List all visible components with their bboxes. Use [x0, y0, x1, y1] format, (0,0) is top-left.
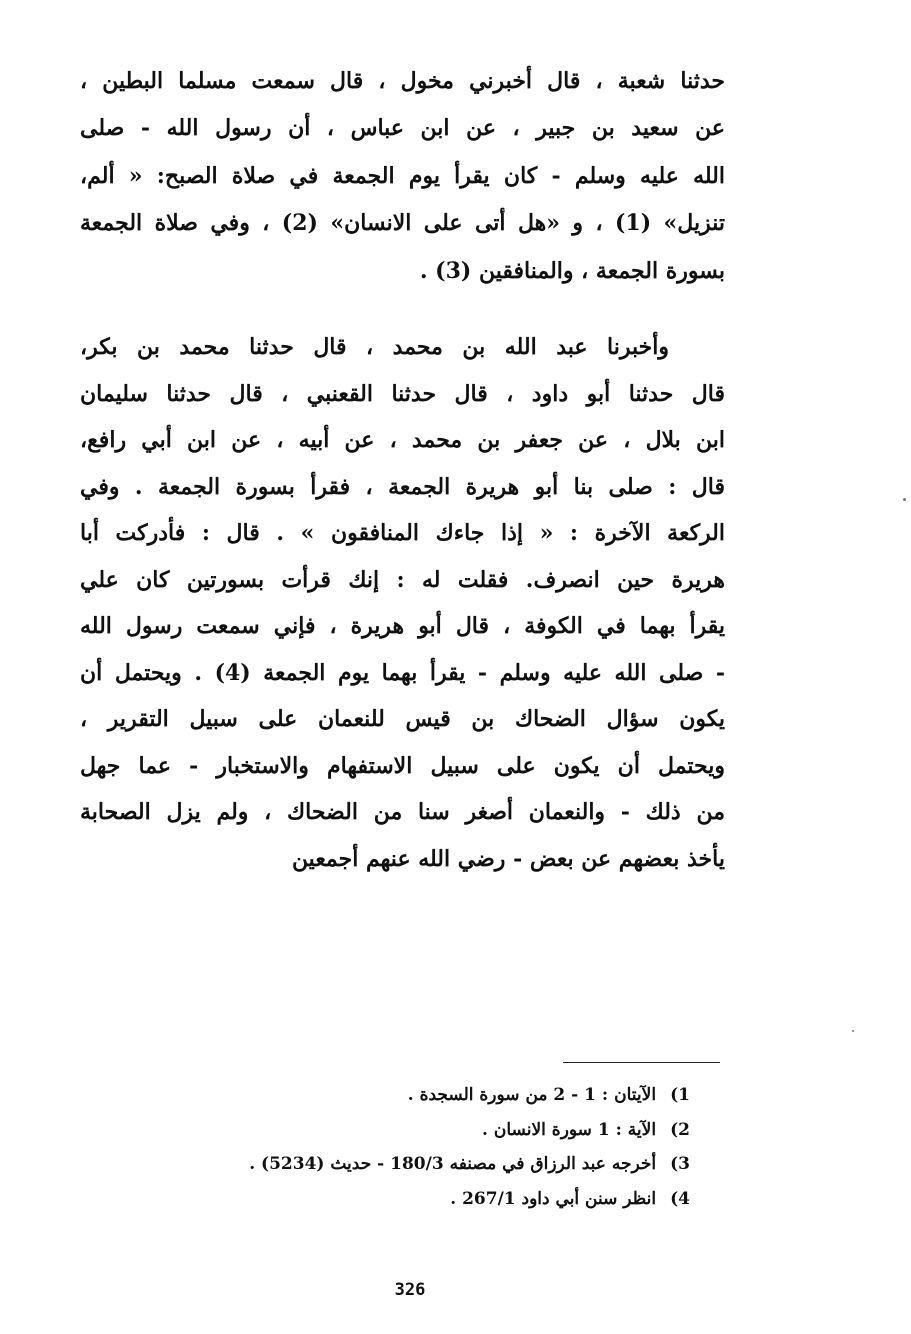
- footnote-number: 4): [670, 1188, 690, 1209]
- footnote-text: الآية : 1 سورة الانسان .: [482, 1119, 657, 1140]
- text-line: قال : صلى بنا أبو هريرة الجمعة ، فقرأ بسورة الجمعة . وفي: [80, 473, 725, 500]
- footnote-4: [150, 1182, 690, 1217]
- footnote-1: [150, 1078, 690, 1113]
- text-line: حدثنا شعبة ، قال أخبرني مخول ، قال سمعت مسلما البطين ،: [80, 68, 725, 94]
- text-line: الله عليه وسلم - كان يقرأ يوم الجمعة في صلاة الصبح: « ألم،: [80, 162, 725, 189]
- text-line: يأخذ بعضهم عن بعض - رضي الله عنهم أجمعين: [291, 845, 725, 872]
- text-line: يقرأ بهما في الكوفة ، قال أبو هريرة ، فإني سمعت رسول الله: [80, 613, 725, 639]
- text-line: يكون سؤال الضحاك بن قيس للنعمان على سبيل التقرير ،: [80, 706, 725, 732]
- text-line: بسورة الجمعة ، والمنافقين (3) .: [419, 257, 725, 284]
- footnote-separator: [563, 1062, 720, 1063]
- footnotes: [150, 1078, 690, 1216]
- footnote-text: انظر سنن أبي داود 267/1 .: [450, 1188, 657, 1209]
- footnote-number: 1): [670, 1085, 690, 1105]
- footnote-number: 3): [670, 1154, 690, 1174]
- text-line: ابن بلال ، عن جعفر بن محمد ، عن أبيه ، عن ابن أبي رافع،: [80, 427, 725, 453]
- scan-speck: [852, 1030, 854, 1032]
- text-line: ويحتمل أن يكون على سبيل الاستفهام والاستخبار - عما جهل: [80, 752, 725, 779]
- text-line: الركعة الآخرة : « إذا جاءك المنافقون » . قال : فأدركت أبا: [80, 520, 725, 546]
- footnote-text: أخرجه عبد الرزاق في مصنفه 180/3 - حديث (5234) .: [249, 1154, 657, 1174]
- footnote-number: 2): [670, 1119, 690, 1140]
- paragraph-2: [80, 324, 725, 882]
- text-line: - صلى الله عليه وسلم - يقرأ بهما يوم الجمعة (4) . ويحتمل أن: [80, 659, 725, 686]
- text-line: تنزيل» (1) ، و «هل أتى على الانسان» (2) ، وفي صلاة الجمعة: [80, 210, 725, 237]
- footnote-2: [150, 1113, 690, 1148]
- page-number: 326: [394, 1280, 426, 1300]
- footnote-text: الآيتان : 1 - 2 من سورة السجدة .: [407, 1085, 657, 1105]
- text-line: هريرة حين انصرف. فقلت له : إنك قرأت بسورتين كان علي: [80, 566, 725, 593]
- text-line: عن سعيد بن جبير ، عن ابن عباس ، أن رسول الله - صلى: [80, 115, 725, 142]
- paragraph-1: [80, 58, 725, 295]
- footnote-3: [150, 1147, 690, 1182]
- scan-speck: [903, 498, 906, 501]
- text-line: من ذلك - والنعمان أصغر سنا من الضحاك ، ولم يزل الصحابة: [80, 799, 725, 825]
- text-line: قال حدثنا أبو داود ، قال حدثنا القعنبي ، قال حدثنا سليمان: [80, 380, 725, 407]
- text-line: وأخبرنا عبد الله بن محمد ، قال حدثنا محمد بن بكر،: [80, 334, 669, 360]
